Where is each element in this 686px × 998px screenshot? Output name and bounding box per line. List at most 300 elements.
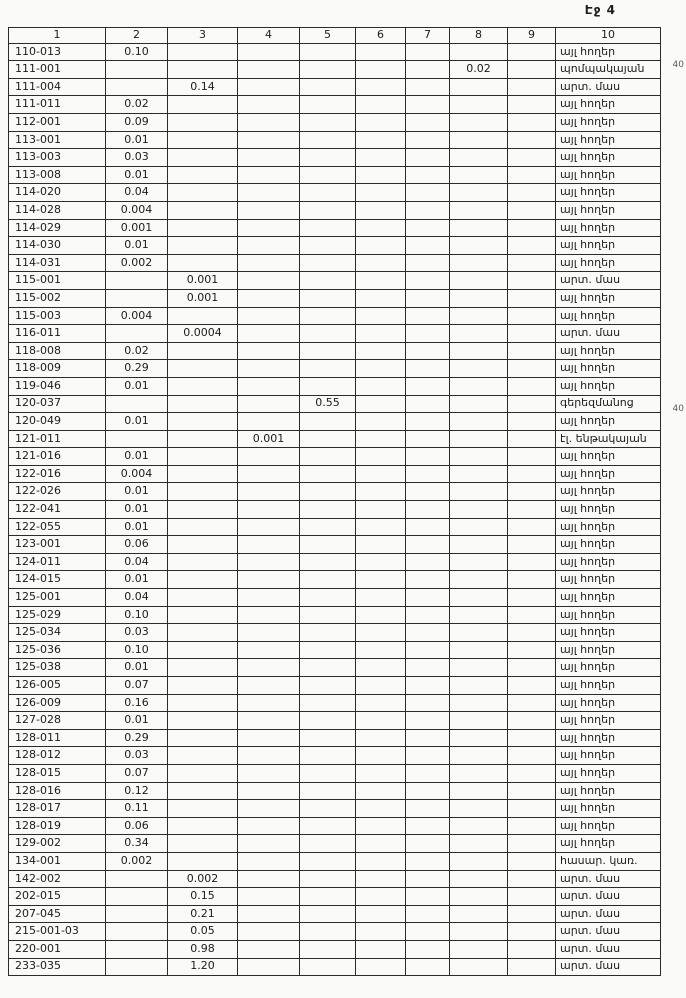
value-cell [450, 430, 508, 448]
value-cell [300, 272, 356, 290]
value-cell [356, 677, 406, 695]
value-cell [508, 677, 556, 695]
value-cell [450, 342, 508, 360]
value-cell [406, 694, 450, 712]
table-row [9, 501, 661, 519]
parcel-code-cell: 134-001 [9, 852, 106, 870]
value-cell [300, 800, 356, 818]
value-cell [238, 501, 300, 519]
table-row [9, 342, 661, 360]
value-cell [300, 237, 356, 255]
value-cell [238, 61, 300, 79]
table-body [9, 43, 661, 975]
parcel-code-cell: 233-035 [9, 958, 106, 976]
table-row [9, 589, 661, 607]
value-cell [356, 166, 406, 184]
value-cell [168, 852, 238, 870]
value-cell [168, 518, 238, 536]
value-cell [168, 817, 238, 835]
value-cell [406, 360, 450, 378]
parcel-code-cell: 111-001 [9, 61, 106, 79]
value-cell: 0.002 [106, 254, 168, 272]
parcel-code-cell: 125-029 [9, 606, 106, 624]
table-row [9, 201, 661, 219]
value-cell [238, 43, 300, 61]
value-cell [508, 430, 556, 448]
table-row [9, 800, 661, 818]
table-row [9, 729, 661, 747]
value-cell [238, 201, 300, 219]
parcel-code-cell: 113-001 [9, 131, 106, 149]
value-cell [356, 272, 406, 290]
land-type-cell: այլ հողեր [556, 184, 661, 202]
land-parcel-table [8, 27, 661, 976]
value-cell [356, 254, 406, 272]
value-cell [508, 606, 556, 624]
value-cell [406, 606, 450, 624]
value-cell [238, 729, 300, 747]
value-cell: 0.01 [106, 571, 168, 589]
parcel-code-cell: 120-049 [9, 413, 106, 431]
value-cell [356, 606, 406, 624]
value-cell [238, 923, 300, 941]
value-cell [508, 923, 556, 941]
value-cell [168, 184, 238, 202]
value-cell [406, 677, 450, 695]
value-cell [406, 272, 450, 290]
parcel-code-cell: 215-001-03 [9, 923, 106, 941]
land-type-cell: այլ հողեր [556, 729, 661, 747]
value-cell [450, 289, 508, 307]
table-row [9, 219, 661, 237]
value-cell [356, 395, 406, 413]
value-cell [168, 43, 238, 61]
land-type-cell: այլ հողեր [556, 712, 661, 730]
value-cell [508, 782, 556, 800]
value-cell [450, 307, 508, 325]
value-cell [450, 448, 508, 466]
land-type-cell: էլ. ենթակայան [556, 430, 661, 448]
table-row [9, 96, 661, 114]
value-cell: 0.01 [106, 712, 168, 730]
value-cell: 0.01 [106, 518, 168, 536]
value-cell [450, 501, 508, 519]
value-cell [168, 61, 238, 79]
value-cell [356, 413, 406, 431]
value-cell: 0.02 [450, 61, 508, 79]
parcel-code-cell: 126-005 [9, 677, 106, 695]
land-type-cell: արտ. մաս [556, 272, 661, 290]
parcel-code-cell: 142-002 [9, 870, 106, 888]
value-cell [168, 483, 238, 501]
value-cell [450, 254, 508, 272]
value-cell [508, 641, 556, 659]
value-cell [238, 852, 300, 870]
value-cell [300, 852, 356, 870]
table-row [9, 940, 661, 958]
land-type-cell: այլ հողեր [556, 624, 661, 642]
parcel-code-cell: 124-011 [9, 553, 106, 571]
table-row [9, 817, 661, 835]
value-cell [508, 272, 556, 290]
table-row [9, 149, 661, 167]
table-row [9, 184, 661, 202]
value-cell [406, 78, 450, 96]
value-cell [406, 501, 450, 519]
value-cell [508, 800, 556, 818]
value-cell [450, 78, 508, 96]
value-cell [168, 465, 238, 483]
land-type-cell: արտ. մաս [556, 905, 661, 923]
value-cell [508, 395, 556, 413]
land-type-cell: այլ հողեր [556, 96, 661, 114]
parcel-code-cell: 125-034 [9, 624, 106, 642]
value-cell [300, 536, 356, 554]
value-cell [300, 782, 356, 800]
value-cell [238, 237, 300, 255]
value-cell [238, 114, 300, 132]
value-cell [406, 201, 450, 219]
table-row [9, 430, 661, 448]
value-cell [300, 712, 356, 730]
table-row [9, 78, 661, 96]
value-cell [300, 61, 356, 79]
value-cell: 0.12 [106, 782, 168, 800]
value-cell [106, 325, 168, 343]
table-row [9, 237, 661, 255]
value-cell [168, 712, 238, 730]
value-cell [450, 905, 508, 923]
table-row [9, 606, 661, 624]
value-cell [300, 817, 356, 835]
value-cell: 0.001 [168, 272, 238, 290]
value-cell [508, 465, 556, 483]
value-cell [356, 923, 406, 941]
value-cell [406, 465, 450, 483]
parcel-code-cell: 127-028 [9, 712, 106, 730]
value-cell: 0.07 [106, 677, 168, 695]
value-cell [106, 888, 168, 906]
parcel-code-cell: 202-015 [9, 888, 106, 906]
value-cell [168, 536, 238, 554]
value-cell [238, 800, 300, 818]
value-cell [300, 923, 356, 941]
value-cell [300, 360, 356, 378]
value-cell [168, 553, 238, 571]
value-cell [168, 254, 238, 272]
value-cell [300, 888, 356, 906]
column-header: 2 [106, 28, 168, 44]
value-cell: 0.06 [106, 817, 168, 835]
land-type-cell: այլ հողեր [556, 606, 661, 624]
column-header: 7 [406, 28, 450, 44]
parcel-code-cell: 115-001 [9, 272, 106, 290]
value-cell [356, 571, 406, 589]
land-type-cell: այլ հողեր [556, 307, 661, 325]
value-cell [450, 131, 508, 149]
table-row [9, 712, 661, 730]
value-cell [450, 677, 508, 695]
land-type-cell: այլ հողեր [556, 518, 661, 536]
value-cell: 0.02 [106, 96, 168, 114]
land-type-cell: այլ հողեր [556, 694, 661, 712]
value-cell [508, 518, 556, 536]
value-cell: 0.29 [106, 729, 168, 747]
value-cell [238, 518, 300, 536]
table-row [9, 395, 661, 413]
value-cell [508, 870, 556, 888]
parcel-code-cell: 121-016 [9, 448, 106, 466]
value-cell [356, 694, 406, 712]
value-cell [508, 342, 556, 360]
value-cell [450, 360, 508, 378]
value-cell [300, 342, 356, 360]
value-cell [508, 905, 556, 923]
value-cell [238, 325, 300, 343]
value-cell [356, 342, 406, 360]
value-cell [356, 958, 406, 976]
value-cell [106, 940, 168, 958]
value-cell [300, 43, 356, 61]
value-cell [300, 870, 356, 888]
parcel-code-cell: 119-046 [9, 377, 106, 395]
value-cell [406, 289, 450, 307]
value-cell [508, 852, 556, 870]
value-cell [508, 712, 556, 730]
land-type-cell: այլ հողեր [556, 166, 661, 184]
value-cell [406, 940, 450, 958]
land-type-cell: այլ հողեր [556, 237, 661, 255]
land-type-cell: այլ հողեր [556, 448, 661, 466]
value-cell [450, 483, 508, 501]
value-cell [300, 606, 356, 624]
value-cell [238, 958, 300, 976]
page-number-label: Էջ 4 [584, 3, 616, 17]
value-cell [406, 870, 450, 888]
value-cell [450, 553, 508, 571]
value-cell: 0.03 [106, 624, 168, 642]
table-row [9, 923, 661, 941]
value-cell [356, 465, 406, 483]
value-cell: 1.20 [168, 958, 238, 976]
parcel-code-cell: 128-012 [9, 747, 106, 765]
value-cell [300, 166, 356, 184]
parcel-code-cell: 128-017 [9, 800, 106, 818]
value-cell [508, 747, 556, 765]
value-cell [508, 184, 556, 202]
parcel-code-cell: 129-002 [9, 835, 106, 853]
table-row [9, 131, 661, 149]
value-cell [508, 817, 556, 835]
value-cell [300, 501, 356, 519]
value-cell [406, 764, 450, 782]
value-cell [406, 149, 450, 167]
parcel-code-cell: 114-031 [9, 254, 106, 272]
table-row [9, 624, 661, 642]
parcel-code-cell: 115-003 [9, 307, 106, 325]
value-cell [406, 518, 450, 536]
value-cell [508, 448, 556, 466]
value-cell [300, 289, 356, 307]
value-cell [106, 289, 168, 307]
value-cell [450, 888, 508, 906]
value-cell [300, 694, 356, 712]
parcel-code-cell: 128-016 [9, 782, 106, 800]
land-type-cell: այլ հողեր [556, 201, 661, 219]
value-cell [406, 835, 450, 853]
value-cell [168, 237, 238, 255]
value-cell [238, 254, 300, 272]
value-cell [300, 201, 356, 219]
value-cell [450, 465, 508, 483]
value-cell [238, 219, 300, 237]
value-cell [300, 677, 356, 695]
land-type-cell: այլ հողեր [556, 360, 661, 378]
value-cell: 0.004 [106, 465, 168, 483]
value-cell: 0.15 [168, 888, 238, 906]
value-cell [356, 307, 406, 325]
table-row [9, 413, 661, 431]
value-cell [300, 624, 356, 642]
land-type-cell: այլ հողեր [556, 764, 661, 782]
value-cell [450, 940, 508, 958]
value-cell: 0.002 [168, 870, 238, 888]
value-cell [508, 413, 556, 431]
value-cell: 0.55 [300, 395, 356, 413]
table-header-row [9, 28, 661, 44]
value-cell [356, 360, 406, 378]
value-cell [406, 43, 450, 61]
parcel-code-cell: 123-001 [9, 536, 106, 554]
value-cell [450, 589, 508, 607]
parcel-code-cell: 125-001 [9, 589, 106, 607]
value-cell [356, 764, 406, 782]
value-cell [238, 641, 300, 659]
value-cell [238, 606, 300, 624]
parcel-code-cell: 124-015 [9, 571, 106, 589]
value-cell: 0.11 [106, 800, 168, 818]
table-row [9, 61, 661, 79]
value-cell [406, 377, 450, 395]
value-cell [168, 764, 238, 782]
margin-note-1: 40 [672, 60, 684, 70]
value-cell [406, 553, 450, 571]
value-cell [168, 377, 238, 395]
value-cell [356, 184, 406, 202]
value-cell [300, 518, 356, 536]
land-type-cell: այլ հողեր [556, 589, 661, 607]
value-cell: 0.07 [106, 764, 168, 782]
value-cell [356, 782, 406, 800]
value-cell [238, 624, 300, 642]
land-type-cell: այլ հողեր [556, 536, 661, 554]
value-cell [508, 149, 556, 167]
value-cell: 0.10 [106, 641, 168, 659]
value-cell [356, 78, 406, 96]
value-cell [450, 800, 508, 818]
value-cell [450, 641, 508, 659]
value-cell [300, 483, 356, 501]
value-cell [300, 377, 356, 395]
value-cell [168, 641, 238, 659]
value-cell [106, 78, 168, 96]
value-cell [356, 43, 406, 61]
value-cell [508, 729, 556, 747]
value-cell [406, 571, 450, 589]
value-cell [356, 852, 406, 870]
land-type-cell: այլ հողեր [556, 289, 661, 307]
parcel-code-cell: 128-019 [9, 817, 106, 835]
table-row [9, 553, 661, 571]
value-cell [356, 114, 406, 132]
value-cell [106, 272, 168, 290]
value-cell [356, 536, 406, 554]
value-cell [168, 694, 238, 712]
table-row [9, 307, 661, 325]
table-row [9, 888, 661, 906]
table-row [9, 782, 661, 800]
value-cell [106, 923, 168, 941]
value-cell [356, 325, 406, 343]
land-type-cell: արտ. մաս [556, 325, 661, 343]
value-cell [450, 184, 508, 202]
value-cell [238, 764, 300, 782]
value-cell [168, 307, 238, 325]
value-cell [508, 764, 556, 782]
value-cell [168, 395, 238, 413]
value-cell [238, 413, 300, 431]
land-type-cell: այլ հողեր [556, 747, 661, 765]
value-cell [450, 764, 508, 782]
value-cell [406, 589, 450, 607]
value-cell [508, 659, 556, 677]
column-header: 6 [356, 28, 406, 44]
value-cell [450, 958, 508, 976]
value-cell: 0.10 [106, 606, 168, 624]
margin-note-2: 40 [672, 404, 684, 414]
value-cell [450, 694, 508, 712]
value-cell [356, 553, 406, 571]
value-cell: 0.04 [106, 589, 168, 607]
value-cell [508, 78, 556, 96]
parcel-code-cell: 122-041 [9, 501, 106, 519]
table-row [9, 325, 661, 343]
value-cell [508, 553, 556, 571]
value-cell [508, 360, 556, 378]
value-cell: 0.01 [106, 448, 168, 466]
land-type-cell: այլ հողեր [556, 483, 661, 501]
value-cell [300, 78, 356, 96]
value-cell [356, 149, 406, 167]
land-type-cell: այլ հողեր [556, 377, 661, 395]
value-cell [508, 589, 556, 607]
table-row [9, 958, 661, 976]
value-cell [508, 237, 556, 255]
land-type-cell: արտ. մաս [556, 923, 661, 941]
table-row [9, 272, 661, 290]
column-header: 5 [300, 28, 356, 44]
value-cell: 0.10 [106, 43, 168, 61]
value-cell [508, 571, 556, 589]
land-type-cell: այլ հողեր [556, 465, 661, 483]
value-cell [300, 641, 356, 659]
land-type-cell: այլ հողեր [556, 501, 661, 519]
column-header: 1 [9, 28, 106, 44]
value-cell [508, 114, 556, 132]
land-type-cell: արտ. մաս [556, 888, 661, 906]
column-header: 9 [508, 28, 556, 44]
value-cell [168, 166, 238, 184]
